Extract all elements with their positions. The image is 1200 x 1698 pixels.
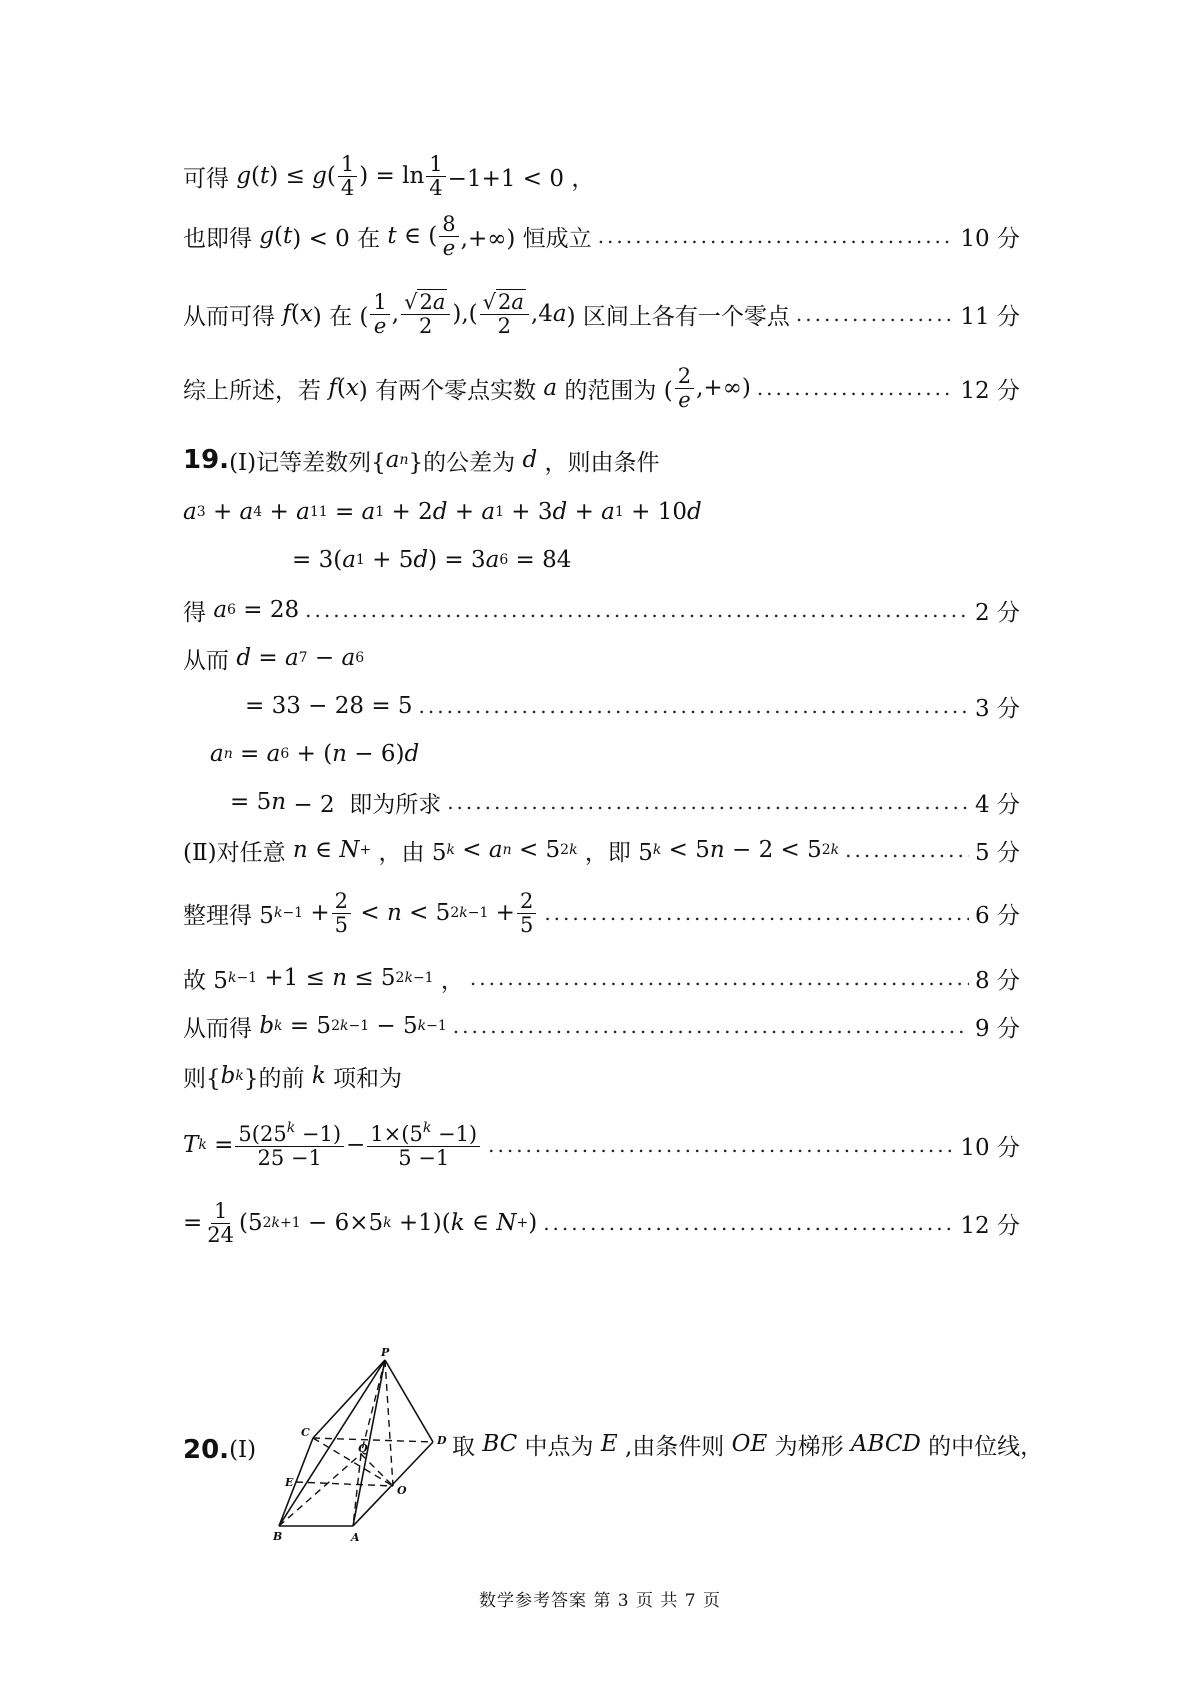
- score: 3 分: [975, 695, 1020, 722]
- score: 12 分: [960, 377, 1020, 404]
- vertex-label-c: C: [301, 1426, 310, 1439]
- pyramid-figure: [265, 1348, 455, 1544]
- line-d: 从而 d = a 7 − a 6: [183, 645, 365, 674]
- score: 8 分: [975, 967, 1020, 994]
- line-sum-result: = 3( a 1 + 5 d ) = 3 a 6 = 84: [292, 547, 572, 573]
- line-an: a n = a 6 + ( n − 6) d: [210, 741, 420, 767]
- score: 10 分: [960, 225, 1020, 252]
- leader-dots: [544, 901, 969, 925]
- leader-dots: [419, 694, 970, 718]
- score: 11 分: [960, 303, 1020, 330]
- score: 5 分: [975, 839, 1020, 866]
- leader-dots: [453, 1014, 969, 1038]
- line-sum-expand: a 3 + a 4 + a 11 = a 1 + 2 d + a 1 + 3 d + a 1 + 10 d: [183, 499, 702, 525]
- vertex-label-o: O: [397, 1484, 407, 1497]
- line-an-result: = 5 n − 2 即为所求 ..... 4 分: [230, 782, 1020, 822]
- line-rearrange: 整理得 5 k−1 + $\frac{2}{5}$ < n < 5 2k−1 + $\frac{2}{5}$ ..... 6 分: [183, 880, 1020, 946]
- page-footer: 数学参考答案 第 3 页 共 7 页: [478, 1591, 722, 1611]
- line-tk-result: = $\frac{1}{24}$ (5 2k+1 − 6×5 k +1)( k ∈ N + ) ..... 12 分: [183, 1186, 1020, 1260]
- line-d-value: = 33 − 28 = 5 ..... 3 分: [245, 686, 1020, 726]
- score: 12 分: [960, 1212, 1020, 1239]
- q20-text: 取 BC 中点为 E ,由条件则 OE 为梯形 ABCD 的中位线，: [452, 1431, 1044, 1460]
- question-number: 19.: [183, 445, 230, 475]
- leader-dots: [543, 1211, 954, 1235]
- leader-dots: [796, 302, 955, 326]
- leader-dots: [305, 598, 969, 622]
- score: 9 分: [975, 1015, 1020, 1042]
- line-a6: 得 a 6 = 28 ..... 2 分: [183, 590, 1020, 630]
- vertex-label-e: E: [285, 1476, 294, 1489]
- score: 2 分: [975, 599, 1020, 626]
- line-g-negative: 也即得 g ( t ) < 0 在 t ∈ ( $\frac{8}{e}$ ,+∞) 恒成立 ..... 10 分: [183, 208, 1020, 264]
- line-conclusion: 综上所述，若 f ( x ) 有两个零点实数 a 的范围为 ( $\frac{2}{e}$ ,+∞) ..... 12 分: [183, 358, 1020, 418]
- line-bk-sum-head: 则{ b k }的前 k 项和为: [183, 1063, 403, 1092]
- line-tk: T k = $\frac{5(25^k -1)}{25 -1}$ − $\frac{1\times(5^k -1)}{5 -1}$ ..... 10 分: [183, 1108, 1020, 1182]
- vertex-label-p: P: [381, 1348, 390, 1359]
- leader-dots: [598, 224, 955, 248]
- vertex-label-a: A: [351, 1531, 360, 1544]
- vertex-label-b: B: [273, 1530, 283, 1543]
- line-g-bound: 可得 g ( t ) ≤ g ( $\frac{1}{4}$ ) = ln $\frac{1}{4}$ −1+1 < 0 ，: [183, 152, 595, 200]
- part-label: (Ⅰ): [229, 1437, 257, 1463]
- score: 6 分: [975, 902, 1020, 929]
- leader-dots: [757, 376, 955, 400]
- leader-dots: [488, 1133, 954, 1157]
- line-zeros: 从而可得 f ( x ) 在 ( $\frac{1}{e}$ , $\frac{√2a}{2}$ ),( $\frac{√2a}{2}$ ,4 a ) 区间上各有一个零点 ..... 11 分: [183, 282, 1020, 346]
- vertex-label-q: Q: [358, 1442, 368, 1455]
- leader-dots: [447, 790, 969, 814]
- leader-dots: [470, 966, 969, 990]
- q19-heading: 19. (Ⅰ)记等差数列{ a n }的公差为 d ，则由条件: [183, 445, 660, 476]
- line-n-range: 故 5 k−1 +1 ≤ n ≤ 5 2k−1 ， ..... 8 分: [183, 958, 1020, 998]
- line-part2: (Ⅱ)对任意 n ∈ N + ，由 5 k < a n < 5 2k ，即 5 k < 5 n − 2 < 5 2k ..... 5 分: [183, 830, 1020, 870]
- score: 4 分: [975, 791, 1020, 818]
- vertex-label-d: D: [437, 1434, 447, 1447]
- question-number: 20.: [183, 1435, 230, 1465]
- leader-dots: [845, 838, 969, 862]
- score: 10 分: [960, 1134, 1020, 1161]
- line-bk: 从而得 b k = 5 2k−1 − 5 k−1 ..... 9 分: [183, 1006, 1020, 1046]
